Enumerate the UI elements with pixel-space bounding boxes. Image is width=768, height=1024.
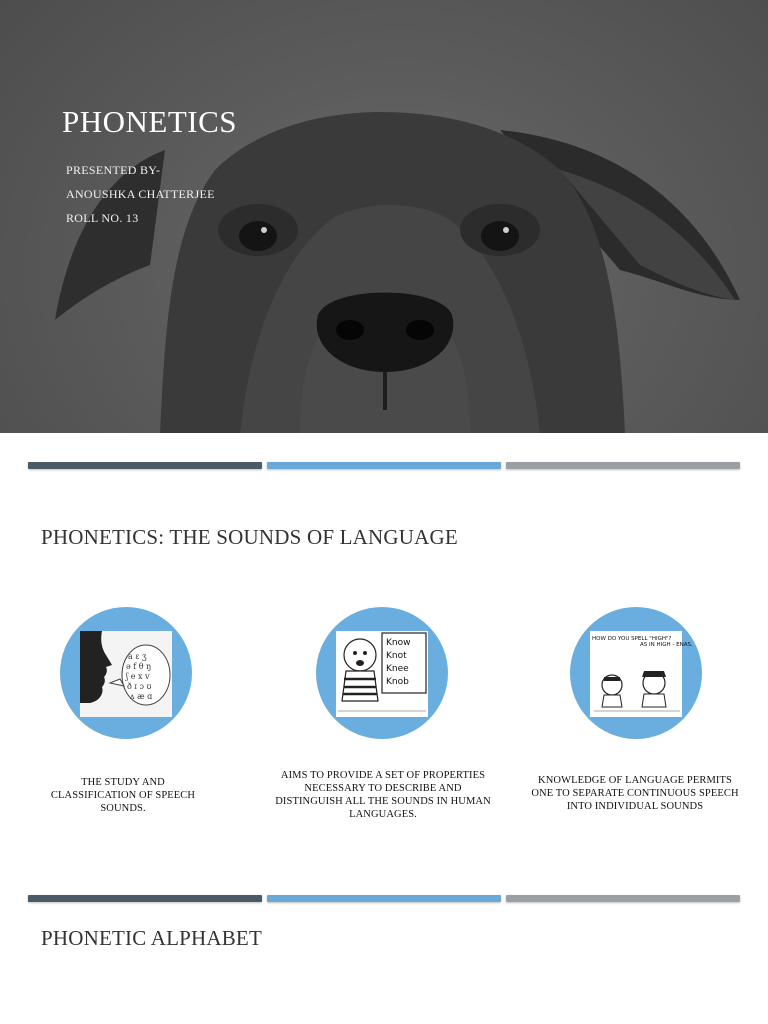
card-image-circle — [316, 607, 448, 739]
roll-number: ROLL NO. 13 — [66, 211, 139, 225]
card-caption: KNOWLEDGE OF LANGUAGE PERMITS ONE TO SEPARATE CONTINUOUS SPEECH INTO INDIVIDUAL SOUNDS — [531, 775, 739, 812]
svg-text:a ɛ ʒ: a ɛ ʒ — [128, 652, 147, 661]
accent-bar-grey — [506, 462, 740, 469]
presented-by-label: PRESENTED BY- — [66, 163, 161, 177]
panel-word: Knot — [386, 651, 407, 661]
panel-word: Know — [386, 638, 411, 648]
accent-bar-dark — [28, 895, 262, 902]
card-caption: AIMS TO PROVIDE A SET OF PROPERTIES NECESSARY TO DESCRIBE AND DISTINGUISH ALL THE SOUNDS IN HUMAN LANGUAGES. — [275, 770, 491, 820]
panel-word: Knee — [386, 664, 409, 674]
svg-text:ʌ æ ɑ: ʌ æ ɑ — [130, 692, 153, 701]
card-image-circle — [570, 607, 702, 739]
title-slide — [0, 0, 768, 433]
svg-text:ʃ e x v: ʃ e x v — [126, 672, 150, 681]
speaking-head-symbols-icon — [80, 631, 172, 717]
author-name: ANOUSHKA CHATTERJEE — [66, 187, 215, 201]
slide-heading: PHONETICS: THE SOUNDS OF LANGUAGE — [41, 525, 458, 549]
panel-word: Knob — [386, 677, 409, 687]
panel-question: HOW DO YOU SPELL "HIGH"? — [592, 636, 672, 642]
accent-bar-dark — [28, 462, 262, 469]
svg-text:ð ɪ ɔ ʊ: ð ɪ ɔ ʊ — [127, 682, 152, 691]
svg-text:ə f θ ŋ: ə f θ ŋ — [126, 662, 152, 671]
accent-bar-blue — [267, 462, 501, 469]
accent-bar-blue — [267, 895, 501, 902]
card-caption: THE STUDY AND CLASSIFICATION OF SPEECH SOUNDS. — [50, 777, 196, 814]
accent-bar-grey — [506, 895, 740, 902]
cartoon-spell-high-icon — [590, 631, 693, 717]
panel-answer: AS IN HIGH - ENAS. — [640, 642, 693, 648]
card-image-circle — [60, 607, 192, 739]
cartoon-know-knot-knee-knob-icon — [336, 631, 428, 717]
accent-bar-row — [28, 895, 740, 902]
presentation-title: PHONETICS — [62, 104, 238, 139]
accent-bar-row — [28, 462, 740, 469]
slide-heading: PHONETIC ALPHABET — [41, 926, 262, 950]
